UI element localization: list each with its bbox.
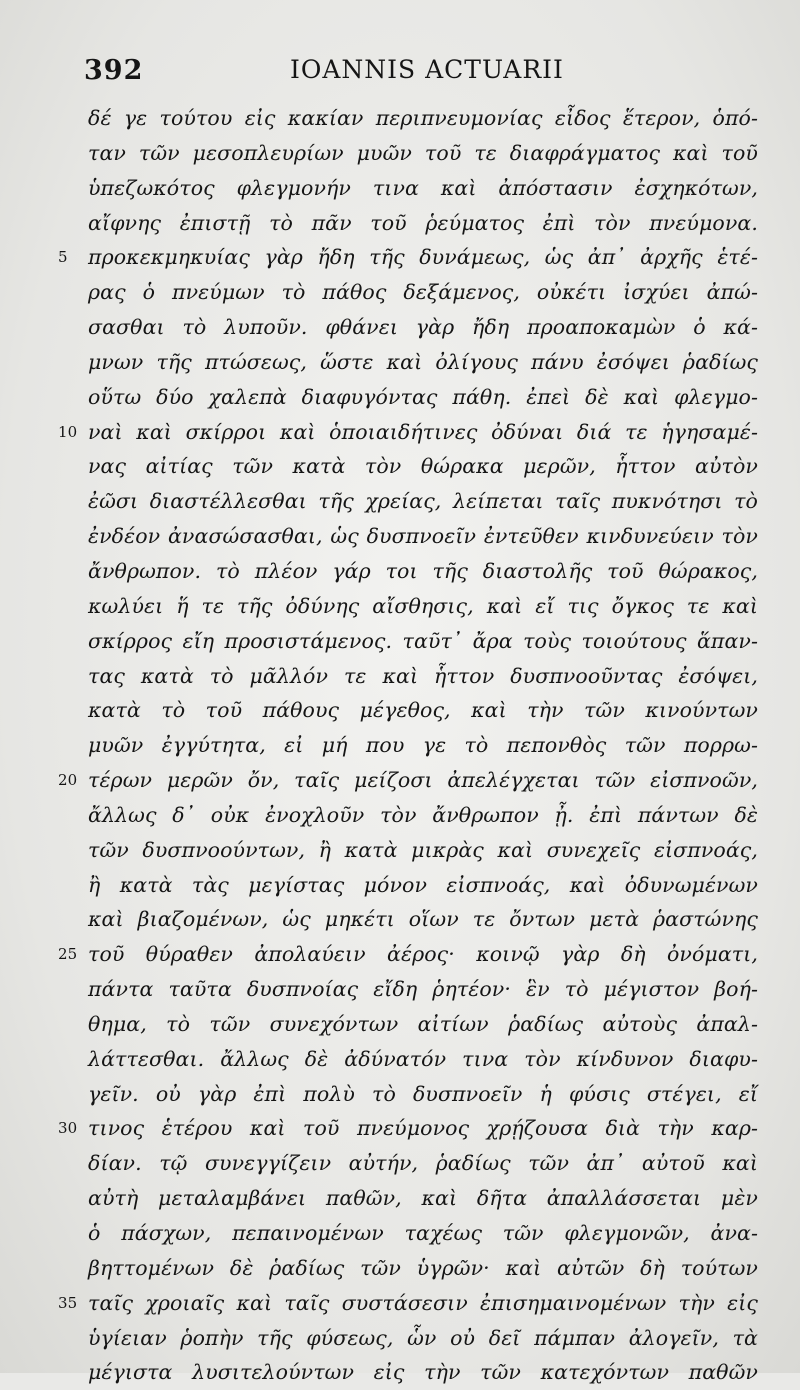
text-line bbox=[88, 693, 758, 728]
line-text: ναὶ καὶ σκίρροι καὶ ὁποιαιδήτινες ὀδύναι διά τε ἡγησαμέ- bbox=[88, 419, 758, 444]
line-text: ταῖς χροιαῖς καὶ ταῖς συστάσεσιν ἐπισημαινομένων τὴν εἰς bbox=[88, 1290, 758, 1315]
text-line bbox=[88, 728, 758, 763]
text-line bbox=[88, 624, 758, 659]
text-line bbox=[88, 1007, 758, 1042]
line-text: ἄνθρωπον. τὸ πλέον γάρ τοι τῆς διαστολῆς τοῦ θώρακος, bbox=[88, 558, 758, 583]
text-line bbox=[88, 345, 758, 380]
greek-text-body bbox=[58, 101, 758, 1390]
line-text: τέρων μερῶν ὄν, ταῖς μείζοσι ἀπελέγχεται τῶν εἰσπνοῶν, bbox=[88, 768, 758, 793]
line-text: βηττομένων δὲ ῥαδίως τῶν ὑγρῶν· καὶ αὐτῶν δὴ τούτων bbox=[88, 1255, 758, 1280]
line-text: σκίρρος εἴη προσιστάμενος. ταῦτ᾽ ἄρα τοὺς τοιούτους ἅπαν- bbox=[88, 628, 758, 653]
line-text: ταν τῶν μεσοπλευρίων μυῶν τοῦ τε διαφράγματος καὶ τοῦ bbox=[88, 140, 758, 165]
text-line bbox=[88, 519, 758, 554]
text-line bbox=[88, 171, 758, 206]
text-line bbox=[88, 1042, 758, 1077]
text-line bbox=[88, 798, 758, 833]
line-number: 25 bbox=[58, 945, 78, 964]
line-text: αὐτὴ μεταλαμβάνει παθῶν, καὶ δῆτα ἀπαλλάσσεται μὲν bbox=[88, 1186, 758, 1211]
line-text: λάττεσθαι. ἄλλως δὲ ἀδύνατόν τινα τὸν κίνδυνον διαφυ- bbox=[88, 1046, 758, 1071]
text-line bbox=[58, 1286, 758, 1321]
line-text: σασθαι τὸ λυποῦν. φθάνει γὰρ ἤδη προαποκαμὼν ὁ κά- bbox=[88, 315, 758, 340]
running-head: IOANNIS ACTUARII bbox=[290, 55, 564, 84]
line-text: προκεκμηκυίας γὰρ ἤδη τῆς δυνάμεως, ὡς ἀπ᾽ ἀρχῆς ἑτέ- bbox=[88, 245, 758, 270]
line-text: τας κατὰ τὸ μᾶλλόν τε καὶ ἧττον δυσπνοοῦντας ἐσόψει, bbox=[88, 663, 758, 688]
line-text: οὕτω δύο χαλεπὰ διαφυγόντας πάθη. ἐπεὶ δὲ καὶ φλεγμο- bbox=[88, 384, 758, 409]
text-line bbox=[88, 206, 758, 241]
line-number: 35 bbox=[58, 1293, 78, 1312]
text-line bbox=[58, 937, 758, 972]
line-text: δέ γε τούτου εἰς κακίαν περιπνευμονίας εἶδος ἕτερον, ὁπό- bbox=[88, 106, 758, 130]
text-line bbox=[88, 868, 758, 903]
text-line bbox=[88, 589, 758, 624]
text-line bbox=[58, 763, 758, 798]
line-text: ἐῶσι διαστέλλεσθαι τῆς χρείας, λείπεται ταῖς πυκνότησι τὸ bbox=[88, 489, 758, 514]
line-text: πάντα ταῦτα δυσπνοίας εἴδη ῥητέον· ἓν τὸ μέγιστον βοή- bbox=[88, 977, 758, 1002]
line-text: μέγιστα λυσιτελούντων εἰς τὴν τῶν κατεχόντων παθῶν bbox=[88, 1360, 758, 1385]
text-line bbox=[88, 659, 758, 694]
page-number: 392 bbox=[84, 55, 144, 86]
text-line bbox=[88, 902, 758, 937]
text-line bbox=[88, 1146, 758, 1181]
text-line bbox=[88, 275, 758, 310]
text-line bbox=[88, 1077, 758, 1112]
line-text: μνων τῆς πτώσεως, ὥστε καὶ ὀλίγους πάνυ ἐσόψει ῥαδίως bbox=[88, 349, 758, 374]
text-line bbox=[88, 1251, 758, 1286]
line-text: κωλύει ἥ τε τῆς ὀδύνης αἴσθησις, καὶ εἴ τις ὄγκος τε καὶ bbox=[88, 593, 758, 618]
line-text: ὑγίειαν ῥοπὴν τῆς φύσεως, ὧν οὐ δεῖ πάμπαν ἀλογεῖν, τὰ bbox=[88, 1325, 758, 1350]
line-number: 30 bbox=[58, 1119, 78, 1138]
page-header bbox=[70, 55, 730, 95]
text-line bbox=[88, 554, 758, 589]
text-line bbox=[88, 484, 758, 519]
line-text: μυῶν ἐγγύτητα, εἰ μή που γε τὸ πεπονθὸς τῶν πορρω- bbox=[88, 733, 758, 758]
text-line bbox=[88, 1181, 758, 1216]
line-text: γεῖν. οὐ γὰρ ἐπὶ πολὺ τὸ δυσπνοεῖν ἡ φύσις στέγει, εἴ bbox=[88, 1081, 758, 1106]
line-text: τῶν δυσπνοούντων, ἢ κατὰ μικρὰς καὶ συνεχεῖς εἰσπνοάς, bbox=[88, 837, 758, 862]
line-number: 10 bbox=[58, 422, 78, 441]
text-line bbox=[88, 136, 758, 171]
text-line bbox=[88, 310, 758, 345]
line-text: καὶ βιαζομένων, ὡς μηκέτι οἵων τε ὄντων μετὰ ῥαστώνης bbox=[88, 907, 758, 932]
line-text: ἐνδέον ἀνασώσασθαι, ὡς δυσπνοεῖν ἐντεῦθεν κινδυνεύειν τὸν bbox=[88, 524, 758, 549]
text-line bbox=[88, 101, 758, 136]
line-number: 20 bbox=[58, 771, 78, 790]
line-text: ἢ κατὰ τὰς μεγίστας μόνον εἰσπνοάς, καὶ ὀδυνωμένων bbox=[88, 872, 758, 897]
line-text: τοῦ θύραθεν ἀπολαύειν ἀέρος· κοινῷ γὰρ δὴ ὀνόματι, bbox=[88, 942, 758, 967]
text-line bbox=[88, 449, 758, 484]
text-line bbox=[88, 380, 758, 415]
line-text: νας αἰτίας τῶν κατὰ τὸν θώρακα μερῶν, ἧττον αὐτὸν bbox=[88, 454, 758, 479]
text-line bbox=[88, 972, 758, 1007]
line-text: ἄλλως δ᾽ οὐκ ἐνοχλοῦν τὸν ἄνθρωπον ᾖ. ἐπὶ πάντων δὲ bbox=[88, 802, 758, 827]
line-number: 5 bbox=[58, 248, 68, 267]
line-text: αἴφνης ἐπιστῇ τὸ πᾶν τοῦ ῥεύματος ἐπὶ τὸν πνεύμονα. bbox=[88, 210, 758, 235]
line-text: θημα, τὸ τῶν συνεχόντων αἰτίων ῥαδίως αὐτοὺς ἀπαλ- bbox=[88, 1011, 758, 1036]
text-line bbox=[58, 1111, 758, 1146]
line-text: κατὰ τὸ τοῦ πάθους μέγεθος, καὶ τὴν τῶν κινούντων bbox=[88, 698, 758, 723]
text-line bbox=[58, 415, 758, 450]
text-line bbox=[88, 1321, 758, 1356]
text-line bbox=[88, 1216, 758, 1251]
text-line bbox=[58, 240, 758, 275]
line-text: ὁ πάσχων, πεπαινομένων ταχέως τῶν φλεγμονῶν, ἀνα- bbox=[88, 1221, 758, 1245]
line-text: ρας ὁ πνεύμων τὸ πάθος δεξάμενος, οὐκέτι ἰσχύει ἀπώ- bbox=[88, 280, 758, 305]
text-line bbox=[88, 833, 758, 868]
line-text: δίαν. τῷ συνεγγίζειν αὐτήν, ῥαδίως τῶν ἀπ᾽ αὐτοῦ καὶ bbox=[88, 1151, 758, 1176]
line-text: ὑπεζωκότος φλεγμονήν τινα καὶ ἀπόστασιν ἐσχηκότων, bbox=[88, 175, 758, 200]
line-text: τινος ἑτέρου καὶ τοῦ πνεύμονος χρῄζουσα διὰ τὴν καρ- bbox=[88, 1116, 758, 1141]
